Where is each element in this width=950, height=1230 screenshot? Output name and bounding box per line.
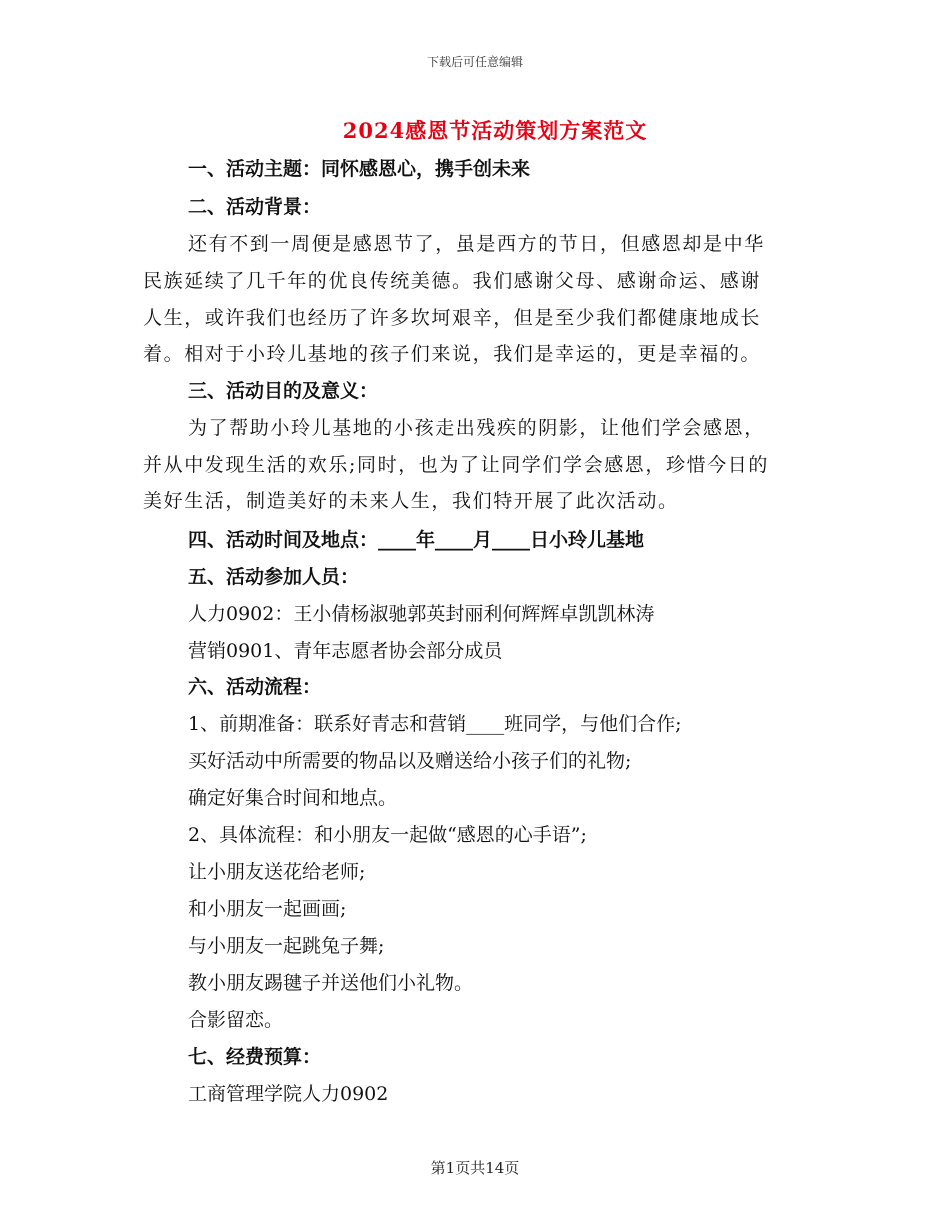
process-line: 1、前期准备：联系好青志和营销____班同学，与他们合作; xyxy=(188,713,682,735)
paragraph-line: 还有不到一周便是感恩节了，虽是西方的节日，但感恩却是中华 xyxy=(188,233,765,255)
process-line: 2、具体流程：和小朋友一起做“感恩的心手语”; xyxy=(188,824,587,846)
section-heading-time-place: 四、活动时间及地点：____年____月____日小玲儿基地 xyxy=(188,529,645,551)
participants-line: 营销0901、青年志愿者协会部分成员 xyxy=(188,640,503,662)
paragraph-line: 民族延续了几千年的优良传统美德。我们感谢父母、感谢命运、感谢 xyxy=(143,270,762,292)
section-heading-theme: 一、活动主题：同怀感恩心，携手创未来 xyxy=(188,158,531,180)
paragraph-line: 为了帮助小玲儿基地的小孩走出残疾的阴影，让他们学会感恩， xyxy=(188,417,765,439)
section-heading-purpose: 三、活动目的及意义： xyxy=(188,380,379,402)
process-line: 合影留恋。 xyxy=(188,1009,284,1031)
section-heading-background: 二、活动背景： xyxy=(188,196,322,218)
document-title: 2024感恩节活动策划方案范文 xyxy=(342,118,648,143)
paragraph-line: 并从中发现生活的欢乐;同时，也为了让同学们学会感恩，珍惜今日的 xyxy=(143,454,770,476)
paragraph-line: 着。相对于小玲儿基地的孩子们来说，我们是幸运的，更是幸福的。 xyxy=(143,343,762,365)
process-line: 确定好集合时间和地点。 xyxy=(188,787,398,809)
process-line: 教小朋友踢毽子并送他们小礼物。 xyxy=(188,972,474,994)
process-line: 与小朋友一起跳兔子舞; xyxy=(188,935,385,957)
section-heading-participants: 五、活动参加人员： xyxy=(188,566,360,588)
process-line: 和小朋友一起画画; xyxy=(188,898,347,920)
section-heading-process: 六、活动流程： xyxy=(188,676,322,698)
header-note: 下载后可任意编辑 xyxy=(426,55,523,69)
section-heading-budget: 七、经费预算： xyxy=(188,1046,322,1068)
process-line: 买好活动中所需要的物品以及赠送给小孩子们的礼物; xyxy=(188,750,632,772)
page-footer: 第1页共14页 xyxy=(430,1159,520,1177)
budget-line: 工商管理学院人力0902 xyxy=(188,1083,389,1105)
paragraph-line: 人生，或许我们也经历了许多坎坷艰辛，但是至少我们都健康地成长 xyxy=(143,307,762,329)
process-line: 让小朋友送花给老师; xyxy=(188,861,366,883)
participants-line: 人力0902：王小倩杨淑驰郭英封丽利何辉辉卓凯凯林涛 xyxy=(188,603,655,625)
paragraph-line: 美好生活，制造美好的未来人生，我们特开展了此次活动。 xyxy=(143,490,679,512)
